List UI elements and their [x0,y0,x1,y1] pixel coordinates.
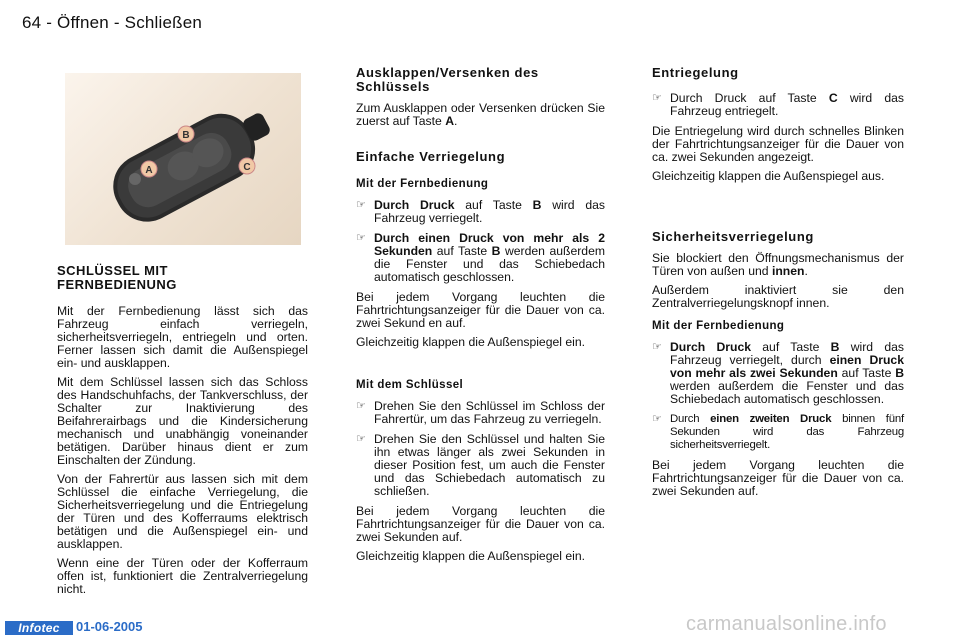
paragraph: Wenn eine der Türen oder der Kofferraum offen ist, funktioniert die Zentralverriegelung nicht. [57,556,308,596]
label-c-badge [239,158,255,174]
list-item: ☞ Drehen Sie den Schlüssel im Schloss der Fahrertür, um das Fahrzeug zu verriegeln. [356,399,605,426]
infotec-logo: Infotec [5,621,73,635]
list-item: ☞ Durch einen zweiten Druck binnen fünf Sekunden wird das Fahrzeug sicherheitsverriegelt. [652,413,904,451]
watermark: carmanualsonline.info [686,613,887,635]
column-middle [356,66,605,569]
list-item: ☞ Durch Druck auf Taste B wird das Fahrzeug verriegelt, durch einen Druck von mehr als zwei Sekunden auf Taste B werden außerdem die Fenster und das Schiebedach automatisch geschlossen. [652,340,905,406]
paragraph: Gleichzeitig klappen die Außenspiegel aus. [652,169,885,183]
pointing-hand-icon: ☞ [356,400,366,412]
pointing-hand-icon: ☞ [356,199,366,211]
paragraph: Mit der Fernbedienung lässt sich das Fahrzeug einfach verriegeln, sicherheitsverriegeln, entriegeln und orten. Ferner lassen sich damit die Außenspiegel ein- und ausklappen. [57,304,308,370]
section-heading-deadlock: Sicherheitsverriegelung [652,229,814,244]
label-b-badge [178,126,194,142]
section-heading-remote-key: SCHLÜSSEL MIT FERNBEDIENUNG [57,263,177,292]
paragraph: Gleichzeitig klappen die Außenspiegel ein. [356,549,586,563]
svg-text:C: C [243,162,251,173]
pointing-hand-icon: ☞ [356,433,366,445]
section-heading-fold-key: Ausklappen/Versenken des Schlüssels [356,65,539,94]
list-item: ☞ Durch einen Druck von mehr als 2 Sekunden auf Taste B werden außerdem die Fenster und das Schiebedach automatisch geschlossen. [356,231,605,284]
paragraph: Von der Fahrertür aus lassen sich mit dem Schlüssel die einfache Verriegelung, die Sicherheitsverriegelung und die Entriegelung der Türen und des Kofferraums elektrisch betätigen und die Außenspiegel ein- und ausklappen. [57,472,308,551]
paragraph: Gleichzeitig klappen die Außenspiegel ein. [356,335,586,349]
column-left [57,264,308,602]
paragraph: Bei jedem Vorgang leuchten die Fahrtrichtungsanzeiger für die Dauer von ca. zwei Sekunden auf. [652,458,904,498]
subheading-remote: Mit der Fernbedienung [356,178,489,190]
column-right [652,66,904,504]
pointing-hand-icon: ☞ [652,341,662,353]
pointing-hand-icon: ☞ [652,413,662,425]
svg-text:A: A [145,165,153,176]
subheading-key: Mit dem Schlüssel [356,379,464,391]
section-heading-simple-lock: Einfache Verriegelung [356,149,506,164]
label-a-badge [141,161,157,177]
paragraph: Bei jedem Vorgang leuchten die Fahrtrichtungsanzeiger für die Dauer von ca. zwei Sekund en auf. [356,290,605,330]
list-item: ☞ Durch Druck auf Taste B wird das Fahrzeug verriegelt. [356,198,605,225]
paragraph: Die Entriegelung wird durch schnelles Blinken der Fahrtrichtungsanzeiger für die Dauer von ca. zwei Sekunden angezeigt. [652,124,904,164]
list-item: ☞ Drehen Sie den Schlüssel und halten Sie ihn etwas länger als zwei Sekunden in dieser Position fest, um auch die Fenster und das Schiebedach automatisch zu schließen. [356,432,605,498]
svg-text:B: B [182,130,190,141]
paragraph: Bei jedem Vorgang leuchten die Fahrtrichtungsanzeiger für die Dauer von ca. zwei Sekunden auf. [356,504,605,544]
key-photo [65,73,301,245]
paragraph: Mit dem Schlüssel lassen sich das Schloss des Handschuhfachs, der Tankverschluss, der Schalter zur Inaktivierung des Beifahrerairbags und die Kindersicherung mechanisch und unabhängig voneinander betätigen. Darüber hinaus dient er zum Einschalten der Zündung. [57,375,308,467]
paragraph: Außerdem inaktiviert sie den Zentralverriegelungsknopf innen. [652,283,904,310]
paragraph: Zum Ausklappen oder Versenken drücken Sie zuerst auf Taste A. [356,101,605,128]
page-title: 64 - Öffnen - Schließen [22,13,203,32]
section-heading-unlock: Entriegelung [652,65,739,80]
pointing-hand-icon: ☞ [356,232,366,244]
remote-key-illustration [65,73,301,245]
footer-date: 01-06-2005 [76,619,143,634]
paragraph: Sie blockiert den Öffnungsmechanismus der Türen von außen und innen. [652,251,904,278]
list-item: ☞ Durch Druck auf Taste C wird das Fahrzeug entriegelt. [652,91,904,118]
subheading-remote: Mit der Fernbedienung [652,320,785,332]
pointing-hand-icon: ☞ [652,92,662,104]
